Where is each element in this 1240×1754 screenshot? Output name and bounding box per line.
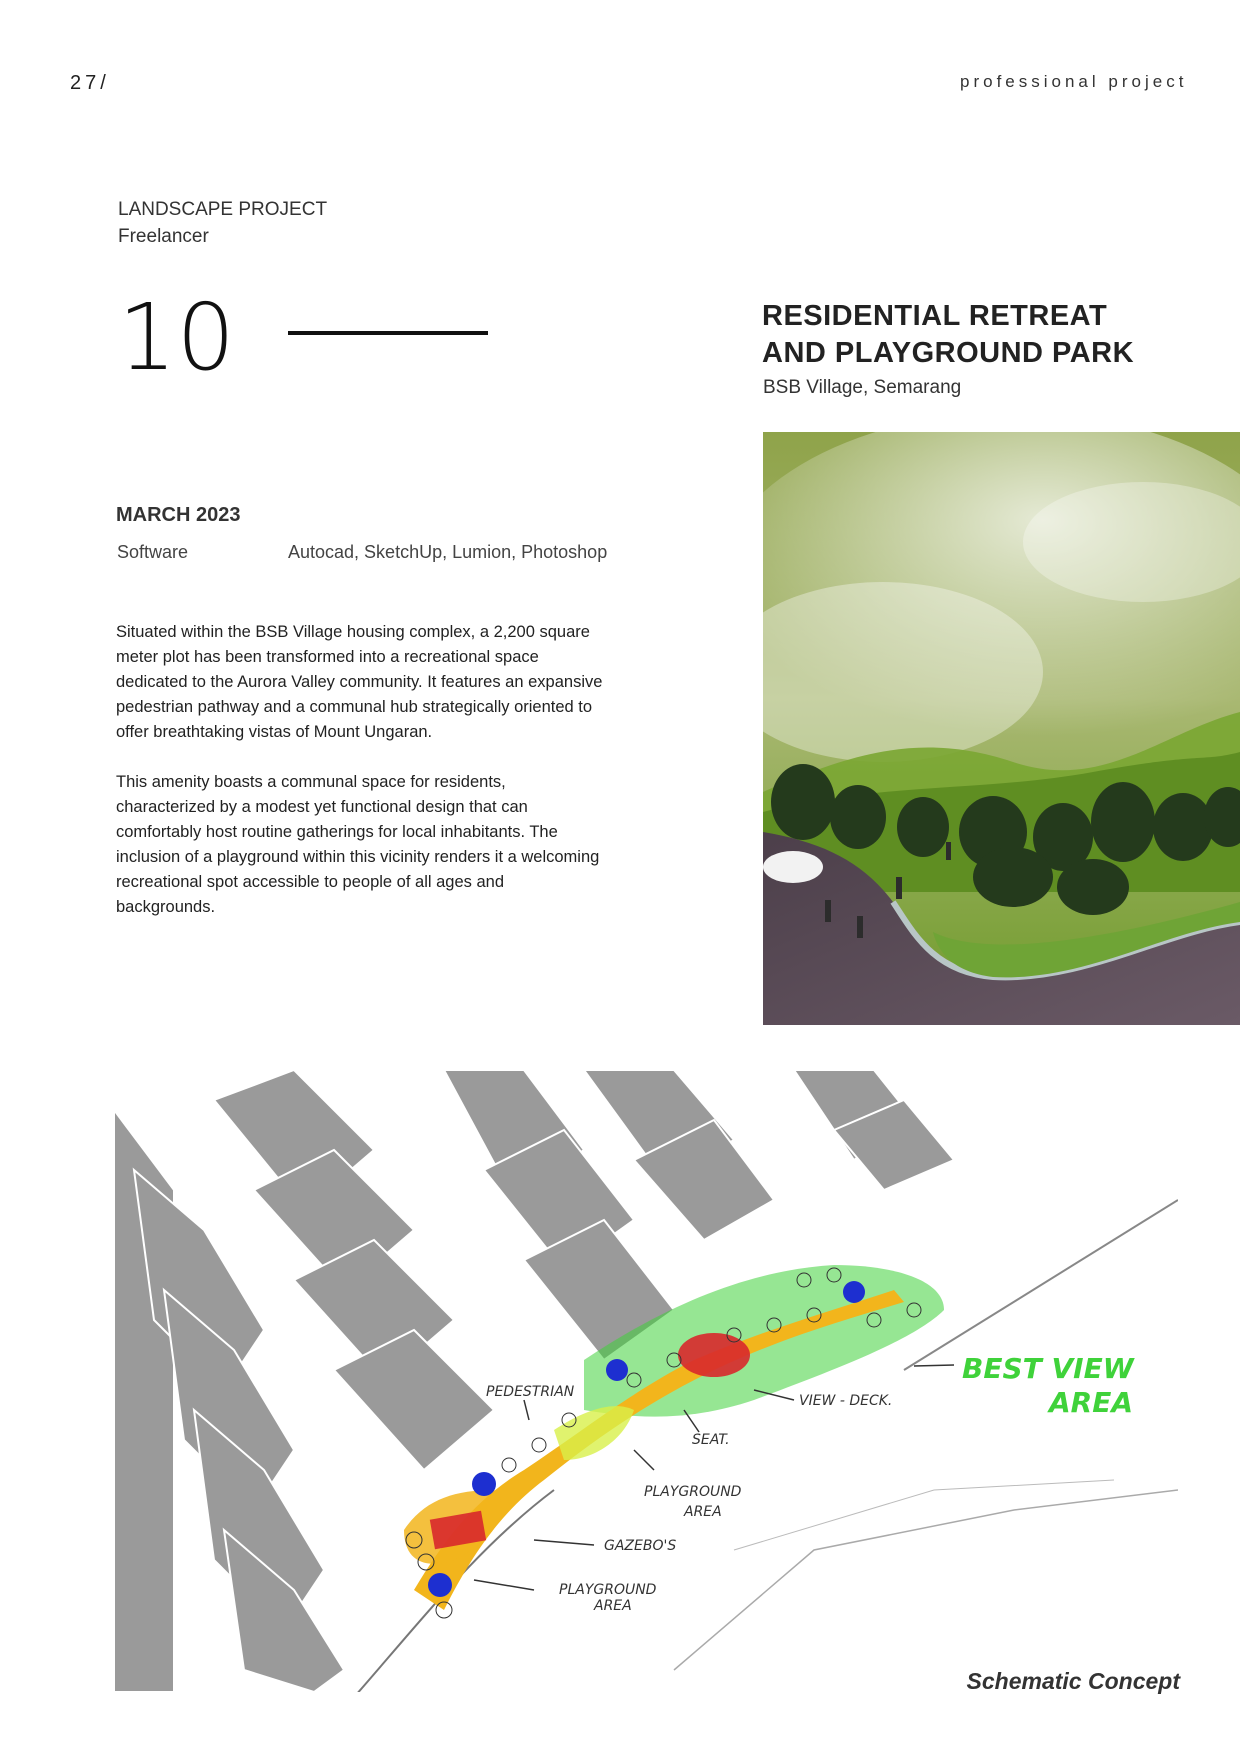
plan-label-best-view-1: BEST VIEW: [962, 1352, 1134, 1385]
description-paragraph-1: Situated within the BSB Village housing complex, a 2,200 square meter plot has been transformed into a recreational space dedicated to the Aurora Valley community. It features an expansive pedestrian pathway and a communal hub strategically oriented to offer breathtaking vistas of Mount Ungaran.: [116, 623, 603, 741]
plan-label-playground-1a: PLAYGROUND: [644, 1484, 742, 1500]
plan-label-gazebos: GAZEBO'S: [604, 1538, 677, 1554]
plan-label-playground-2b: AREA: [594, 1598, 632, 1614]
plan-label-playground-2a: PLAYGROUND: [559, 1582, 657, 1598]
software-label: Software: [117, 542, 189, 562]
project-role: Freelancer: [118, 226, 209, 247]
section-label: professional project: [960, 72, 1188, 91]
plan-label-best-view-2: AREA: [1049, 1386, 1134, 1419]
project-category-block: [118, 196, 327, 250]
plan-label-view-deck: VIEW - DECK.: [799, 1393, 893, 1409]
project-category: LANDSCAPE PROJECT: [118, 199, 328, 220]
schematic-plan-image: [114, 1070, 1178, 1692]
project-location: BSB Village, Semarang: [763, 377, 962, 398]
project-number: 10: [118, 284, 236, 391]
plan-label-playground-1b: AREA: [684, 1504, 722, 1520]
project-title-line1: RESIDENTIAL RETREAT: [762, 300, 1108, 332]
aerial-render-illustration: [763, 432, 1240, 1025]
software-value: Autocad, SketchUp, Lumion, Photoshop: [288, 542, 608, 562]
project-title: [762, 298, 1134, 372]
page-number: 27/: [70, 72, 110, 94]
description-paragraph-2: This amenity boasts a communal space for residents, characterized by a modest yet functional design that can comfortably host routine gatherings for local inhabitants. The inclusion of a playground within this vicinity renders it a welcoming recreational spot accessible to people of all ages and backgrounds.: [116, 773, 600, 916]
project-date: MARCH 2023: [116, 504, 241, 526]
plan-label-pedestrian: PEDESTRIAN: [486, 1384, 575, 1400]
number-divider: [288, 331, 488, 335]
project-title-line2: AND PLAYGROUND PARK: [762, 337, 1135, 369]
plan-caption: Schematic Concept: [966, 1668, 1180, 1694]
plan-label-seat: SEAT.: [692, 1432, 730, 1448]
schematic-plan-illustration: [114, 1070, 1178, 1692]
aerial-render-image: [763, 432, 1240, 1025]
